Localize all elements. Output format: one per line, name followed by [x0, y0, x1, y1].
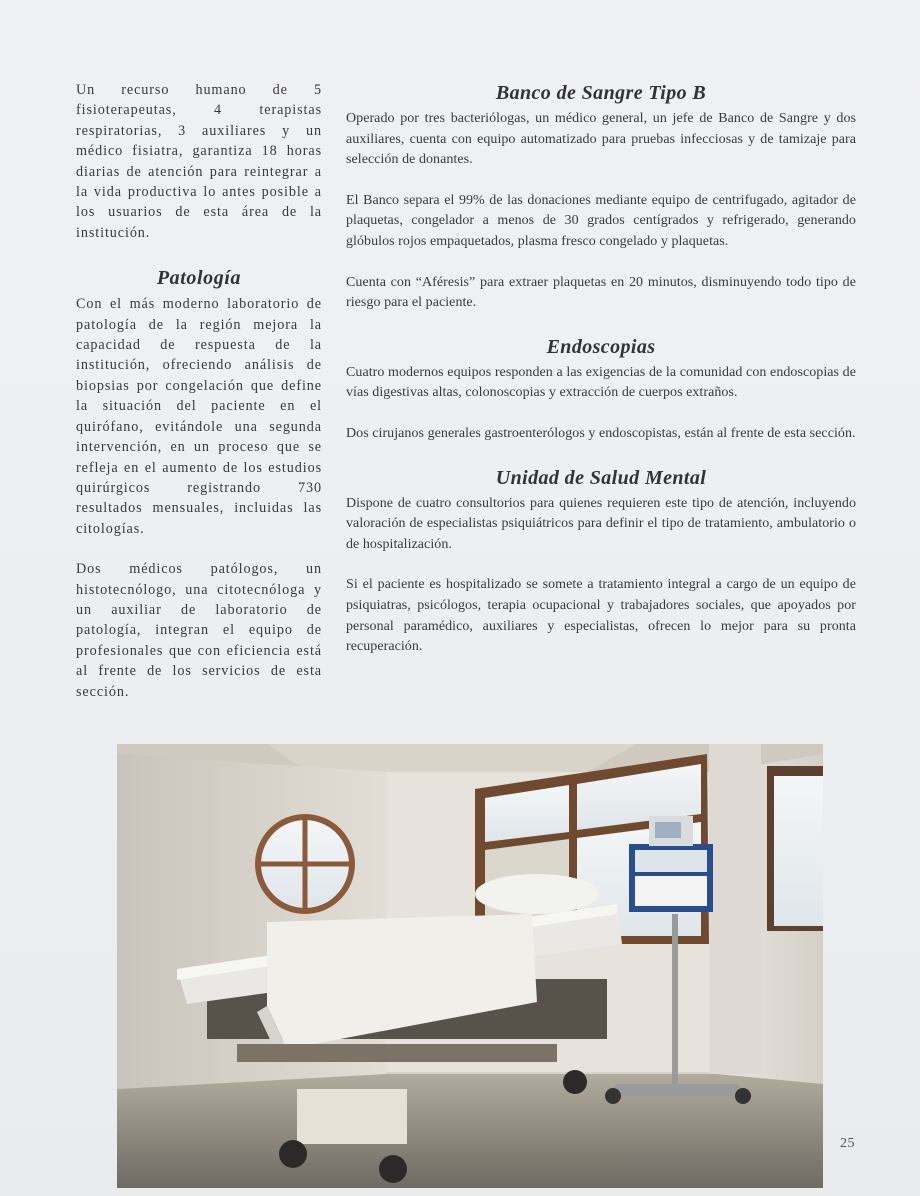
banco-paragraph-2: El Banco separa el 99% de las donaciones mediante equipo de centrifugado, agitador de plaquetas, congelador a menos de 30 grados centígrados y refrigerado, generando glóbulos rojos empaquetados, plasma fresco congelado y plaquetas.	[346, 192, 856, 249]
endoscopias-heading: Endoscopias	[546, 335, 656, 358]
salud-paragraph-2: Si el paciente es hospitalizado se somete a tratamiento integral a cargo de un equipo de psiquiatras, psicólogos, terapia ocupacional y trabajadores sociales, que apoyados por personal paramédico, auxiliares y especialistas, ofrecen lo mejor para su pronta recuperación.	[346, 577, 856, 655]
banco-paragraph-1: Operado por tres bacteriólogas, un médico general, un jefe de Banco de Sangre y dos auxiliares, cuenta con equipo automatizado para pruebas infecciosas y de tamizaje para selección de donantes.	[346, 111, 856, 168]
page-number: 25	[840, 1136, 855, 1151]
patologia-paragraph-2: Dos médicos patólogos, un histotecnólogo, una citotecnóloga y un auxiliar de laboratorio de patología, integran el equipo de profesionales que con eficiencia está al frente de los servicios de esta sección.	[76, 561, 322, 700]
hospital-room-photo	[117, 744, 823, 1188]
patologia-paragraph-1: Con el más moderno laboratorio de patología de la región mejora la capacidad de respuesta de la institución, ofreciendo análisis de biopsias por congelación que define la situación del paciente en el quirófano, evitándole una segunda intervención, en un proceso que se refleja en el aumento de los estudios quirúrgicos registrando 730 resultados mensuales, incluidas las citologías.	[76, 296, 322, 537]
banco-sangre-heading: Banco de Sangre Tipo B	[495, 82, 707, 104]
banco-paragraph-3: Cuenta con “Aféresis” para extraer plaquetas en 20 minutos, disminuyendo todo tipo de riesgo para el paciente.	[346, 274, 856, 311]
salud-mental-heading: Unidad de Salud Mental	[495, 466, 707, 489]
left-column	[76, 80, 322, 702]
patologia-heading: Patología	[156, 267, 242, 290]
right-column	[346, 82, 856, 658]
salud-paragraph-1: Dispone de cuatro consultorios para quienes requieren este tipo de atención, incluyendo valoración de especialistas psiquiátricos para definir el tipo de tratamiento, ambulatorio o de hospitalización.	[346, 495, 856, 552]
endo-paragraph-2: Dos cirujanos generales gastroenterólogos y endoscopistas, están al frente de esta sección.	[346, 425, 856, 441]
endo-paragraph-1: Cuatro modernos equipos responden a las exigencias de la comunidad con endoscopias de vías digestivas altas, colonoscopias y extracción de cuerpos extraños.	[346, 364, 856, 401]
intro-paragraph: Un recurso humano de 5 fisioterapeutas, 4 terapistas respiratorias, 3 auxiliares y un médico fisiatra, garantiza 18 horas diarias de atención para reintegrar a la vida productiva lo antes posible a los usuarios de esta área de la institución.	[76, 82, 322, 241]
